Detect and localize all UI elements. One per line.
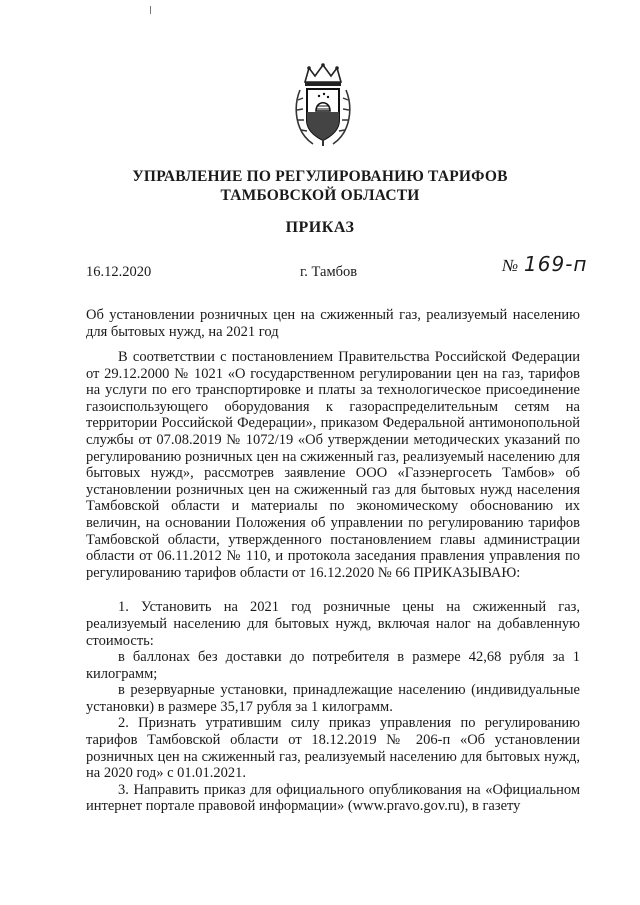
document-body [86,349,580,815]
document-date: 16.12.2020 [86,264,152,280]
document-number [502,252,588,276]
tambov-coat-of-arms-icon [291,62,355,148]
preamble-paragraph: В соответствии с постановлением Правительства Российской Федерации от 29.12.2000 № 1021 «О государственном регулировании цен на газ, тарифов на услуги по его транспортировке и платы за технологическое присоединение газоиспользующего оборудования к газораспределительным сетям на территории Российской Федерации», приказом Федеральной антимонопольной службы от 07.08.2019 № 1072/19 «Об утверждении методических указаний по регулированию розничных цен на сжиженный газ, реализуемый населению для бытовых нужд», рассмотрев заявление ООО «Газэнергосеть Тамбов» об установлении розничных цен на сжиженный газ для бытовых нужд населения Тамбовской области и материалы по экономическому обоснованию их величин, на основании Положения об управлении по регулированию тарифов Тамбовской области, утвержденного постановлением главы администрации области от 06.11.2012 № 110, и протокола заседания правления управления по регулированию тарифов области от 16.12.2020 № 66 ПРИКАЗЫВАЮ: [86,349,580,581]
handwritten-number: 169-п [524,252,588,276]
item-1a: в баллонах без доставки до потребителя в размере 42,68 рубля за 1 килограмм; [86,649,580,682]
number-sign: № [502,256,519,275]
org-name-line1: УПРАВЛЕНИЕ ПО РЕГУЛИРОВАНИЮ ТАРИФОВ [132,168,508,185]
org-name-line2: ТАМБОВСКОЙ ОБЛАСТИ [220,187,420,204]
item-1: 1. Установить на 2021 год розничные цены на сжиженный газ, реализуемый населению для бытовых нужд, включая налог на добавленную стоимость: [86,599,580,649]
document-title: Об установлении розничных цен на сжиженный газ, реализуемый населению для бытовых нужд, на 2021 год [86,307,580,340]
document-city: г. Тамбов [300,264,358,280]
item-3: 3. Направить приказ для официального опубликования на «Официальном интернет портале правовой информации» (www.pravo.gov.ru), в газету [86,781,580,815]
scan-mark [150,6,151,14]
document-type: ПРИКАЗ [285,219,355,236]
item-1b: в резервуарные установки, принадлежащие населению (индивидуальные установки) в размере 35,17 рубля за 1 килограмм. [86,682,580,715]
item-2: 2. Признать утратившим силу приказ управления по регулированию тарифов Тамбовской области от 18.12.2019 № 206-п «Об установлении розничных цен на сжиженный газ, реализуемый населению для бытовых нужд, на 2020 год» с 01.01.2021. [86,715,580,782]
